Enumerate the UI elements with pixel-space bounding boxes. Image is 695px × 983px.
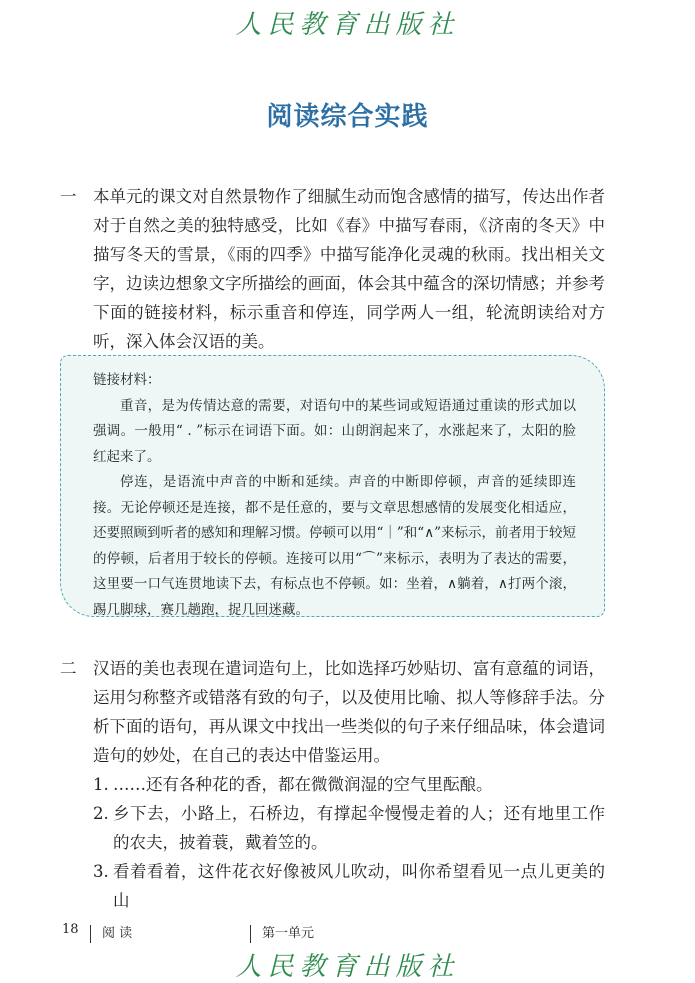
section-text: 汉语的美也表现在遣词造句上，比如选择巧妙贴切、富有意蕴的词语，运用匀称整齐或错落有致的句子，以及使用比喻、拟人等修辞手法。分析下面的语句，再从课文中找出一些类似的句子来仔细品味，体会遣词造句的妙处，在自己的表达中借鉴运用。 — [93, 659, 605, 765]
section-one — [60, 182, 605, 356]
footer-divider — [250, 925, 251, 943]
box-paragraph-stress: 重音，是为传情达意的需要，对语句中的某些词或短语通过重读的形式加以强调。一般用“ . ”标示在词语下面。如：山朗润起来了，水涨起来了，太阳的脸红起来了。 — [93, 397, 576, 465]
page-number: 18 — [62, 922, 79, 937]
list-item-text: ……还有各种花的香，都在微微润湿的空气里酝酿。 — [113, 775, 493, 794]
list-item-number: 2. — [93, 804, 109, 823]
list-item-number: 1. — [93, 775, 109, 794]
footer-divider — [90, 925, 91, 943]
section-number: 二 — [60, 659, 77, 678]
list-item — [93, 857, 605, 915]
list-item-text: 看着看着，这件花衣好像被风儿吹动，叫你希望看见一点儿更美的山 — [113, 862, 605, 910]
section-number: 一 — [60, 187, 77, 206]
list-item — [93, 770, 605, 799]
box-paragraph-pause: 停连，是语流中声音的中断和延续。声音的中断即停顿，声音的延续即连接。无论停顿还是连接，都不是任意的，要与文章思想感情的发展变化相适应，还要照顾到听者的感知和理解习惯。停顿可以用“｜”和“∧”来标示，前者用于较短的停顿，后者用于较长的停顿。连接可以用“⌒”来标示，表明为了表达的需要，这里要一口气连贯地读下去，有标点也不停顿。如：坐着，∧躺着，∧打两个滚，踢几脚球，赛几趟跑，捉几回迷藏。 — [93, 474, 576, 618]
list-item — [93, 799, 605, 857]
page-title: 阅读综合实践 — [266, 102, 429, 132]
publisher-logo-bottom: 人民教育出版社 — [235, 952, 460, 982]
footer-unit-label: 第一单元 — [262, 926, 315, 941]
box-title: 链接材料： — [93, 372, 161, 388]
footer-section-label: 阅 读 — [102, 926, 133, 941]
publisher-logo-top: 人民教育出版社 — [235, 10, 460, 40]
link-material-box — [60, 355, 605, 617]
list-item-number: 3. — [93, 862, 109, 881]
section-text: 本单元的课文对自然景物作了细腻生动而饱含感情的描写，传达出作者对于自然之美的独特感受，比如《春》中描写春雨，《济南的冬天》中描写冬天的雪景，《雨的四季》中描写能净化灵魂的秋雨。找出相关文字，边读边想象文字所描绘的画面，体会其中蕴含的深切情感；并参考下面的链接材料，标示重音和停连，同学两人一组，轮流朗读给对方听，深入体会汉语的美。 — [93, 187, 605, 351]
section-two — [60, 654, 605, 915]
list-item-text: 乡下去，小路上，石桥边，有撑起伞慢慢走着的人；还有地里工作的农夫，披着蓑，戴着笠的。 — [113, 804, 605, 852]
